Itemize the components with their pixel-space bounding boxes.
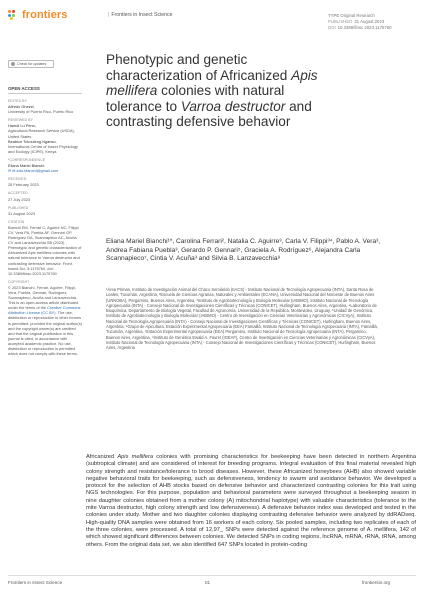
affiliations: ¹Área Primas, Instituto de Investigación Animal del Chaco Semiárido (IIACS) - Instituto Nacional de Tecnología Agropecuaria (INTA), Santa Rosa de Leales, Tucumán, Argentina, ²Escuela de Ciencias Agrarias, Naturales y Ambientales (ECANA), Universidad Nacional del Noroeste de Buenos Aires (UNNOBA), Pergamino, Buenos Aires, Argentina, ³Instituto de Agrobiotecnología y Biología Molecular (IABIMO), Instituto Nacional de Tecnología Agropecuaria (INTA) - Consejo Nacional de Investigaciones Científicas y Técnicas (CONICET), Hurlingham, Buenos Aires, Argentina, ⁴Laboratorio de Bioquímica, Departamento de Biología Vegetal, Facultad de Agronomía, Universidad de la República, Montevideo, Uruguay, ⁵Unidad de Genómica, Instituto de Agrobiotecnología y Biología Molecular (IABIMO) - Centro de Investigación en Ciencias Veterinarias y Agronómicas (CICVyA), Instituto Nacional de Tecnología Agropecuaria (INTA) - Consejo Nacional de Investigaciones Científicas y Técnicas (CONICET), Hurlingham, Buenos Aires, Argentina, ⁶Grupo de Apicultura, Estación Experimental Agropecuaria (EEA) Famaillá, Instituto Nacional de Tecnología Agropecuaria (INTA), Famaillá, Tucumán, Argentina, ⁷Estación Experimental Agropecuaria (EEA) Pergamino, Instituto Nacional de Tecnología Agropecuaria (INTA), Pergamino, Buenos Aires, Argentina, ⁸Instituto de Genética Ewald A. Favret (IGEAF), Centro de Investigación en Ciencias Veterinarias y Agronómicas (CICVyA), Instituto Nacional de Tecnología Agropecuaria (INTA) - Consejo Nacional de Investigaciones Científicas y Técnicas (CONICET), Hurlingham, Buenos Aires, Argentina [106,287,378,351]
cc-by-license-link[interactable]: Creative Commons Attribution License (CC BY) [8,305,81,316]
received-label: RECEIVED [8,177,27,182]
brand-name: frontiers [22,9,68,21]
correspondence-label: *CORRESPONDENCE [8,157,46,162]
copyright-text: © 2023 Bianchi, Ferrari, Aguirre, Filippi, Vera, Puebla, Gennari, Rodríguez, Scannapieco, Acuña and Lanzavecchia. This is an open-access article distributed under the terms of the Creative Commons Attribution License (CC BY). The use, distribution or reproduction in other forums is permitted, provided the original author(s) and the copyright owner(s) are credited and that the original publication in this journal is cited, in accordance with accepted academic practice. No use, distribution or reproduction is permitted which does not comply with these terms. [8,284,82,357]
reviewer-name: Beatrice Tchouleng Nganso, [8,138,57,144]
frontiers-logo-icon [8,10,18,20]
accepted-date: 27 July 2023 [8,196,31,202]
footer-journal-name: Frontiers in Insect Science [8,580,63,585]
sidebar-divider [8,93,82,94]
reviewer-affiliation: International Centre of Insect Physiology [8,143,78,149]
corresponding-email-link[interactable]: ✉ fe.edu.bianchi@gmail.com [8,168,59,174]
sidebar-info [8,95,82,356]
copyright-label: COPYRIGHT [8,279,30,284]
footer-divider [8,575,416,576]
page-header [0,0,424,40]
reviewed-by-label: REVIEWED BY [8,118,33,123]
abstract: Africanized Apis mellifera colonies with promising characteristics for beekeeping have been detected in northern Argentina (subtropical climate) and are considered of interest for breeding programs. Integral evaluation of this final material revealed high colony strength and resistance/tolerance to brood diseases. However, these Africanized honeybees (AHB) also showed variable negative behavioral traits for beekeeping, such as defensiveness, tendency to swarm and avoidance behavior. We developed a protocol for the selection of AHB stocks based on defensive behavior and characterized contrasting colonies for this trait using NGS technologies. For this purpose, population and behavioral parameters were surveyed throughout a beekeeping season in nine daughter colonies obtained from a mother colony (A) mitochondrial haplotype) with valuable characteristics (tolerance to the mite Varroa destructor, high colony strength and low defensiveness). A defensive behavior index was developed and tested in the colonies under study. Mother and two daughter colonies displaying contrasting defensive behavior were analyzed by ddRADseq. High-quality DNA samples were obtained from 16 workers of each colony. Six pooled samples, including two replicates of each of the three colonies, were processed. A total of 12,97_ SNPs were detected against the reference genome of A. mellifera, 142 of which showed significant differences between colonies. We detected SNPs in coding regions, lncRNA, mRNA, rRNA, tRNA, among others. From the original data set, we also identified 647 SNPs located in protein-coding [86,454,416,548]
editor-name: Alfredo Ghezzi, [8,104,35,110]
reviewer-affiliation: and Ecology (ICIPE), Kenya [8,148,57,154]
reviewer-name: Hamdi Lu Penn, [8,123,36,129]
journal-heading: | Frontiers in Insect Science [108,12,173,18]
open-access-label: OPEN ACCESS [8,86,40,91]
updates-icon [11,62,15,66]
check-for-updates-button[interactable]: Check for updates [8,60,54,68]
meta-doi: DOI 10.3389/finsc.2023.1175760 [328,25,392,30]
edited-by-label: EDITED BY [8,99,27,103]
article-type: TYPE Original Research [328,13,375,18]
page-number: 01 [205,580,211,585]
meta-published: PUBLISHED 31 August 2023 [328,19,385,24]
footer-website-link[interactable]: frontiersin.org [362,580,391,585]
published-date: 31 August 2023 [8,210,36,216]
frontiers-logo[interactable] [8,9,68,21]
article-title: Phenotypic and genetic characterization of Africanized Apis mellifera colonies with natural tolerance to Varroa destructor and contrasting defensive behavior [106,52,318,130]
reviewer-affiliation: Agricultural Research Service (USDA), [8,128,75,134]
author-list[interactable]: Eliana Mariel Bianchi¹*, Carolina Ferrari², Natalia C. Aguirre³, Carla V. Filippi³⁴, Pablo A. Vera³, Andrea Fabiana Puebla³, Gerardo P. Gennari⁵, Graciela A. Rodríguez⁶, Alejandra Carla Scannapieco⁷, Cintia V. Acuña³ and Silvia B. Lanzavecchia⁸ [106,238,381,263]
citation-text: Bianchi EM, Ferrari C, Aguirre NC, Filippi CV, Vera PA, Puebla AF, Gennari GP, Rodríguez GA, Scannapieco AC, Acuña CV and Lanzavecchia SB (2023) Phenotypic and genetic characterization of Africanized Apis mellifera colonies with natural tolerance to Varroa destructor and contrasting defensive behavior. Front. Insect Sci. 3:1175760. doi: 10.3389/finsc.2023.1175760 [8,224,82,276]
citation-label: CITATION [8,219,25,224]
journal-name[interactable]: Frontiers in Insect Science [111,12,173,18]
article-meta [328,13,392,31]
corresponding-author: Eliana Mariel Bianchi [8,163,45,169]
received-date: 28 February 2023 [8,182,39,188]
accepted-label: ACCEPTED [8,191,28,196]
reviewer-country: United States [8,133,32,139]
published-label: PUBLISHED [8,205,29,210]
editor-affiliation: University of Puerto Rico, Puerto Rico [8,109,74,115]
